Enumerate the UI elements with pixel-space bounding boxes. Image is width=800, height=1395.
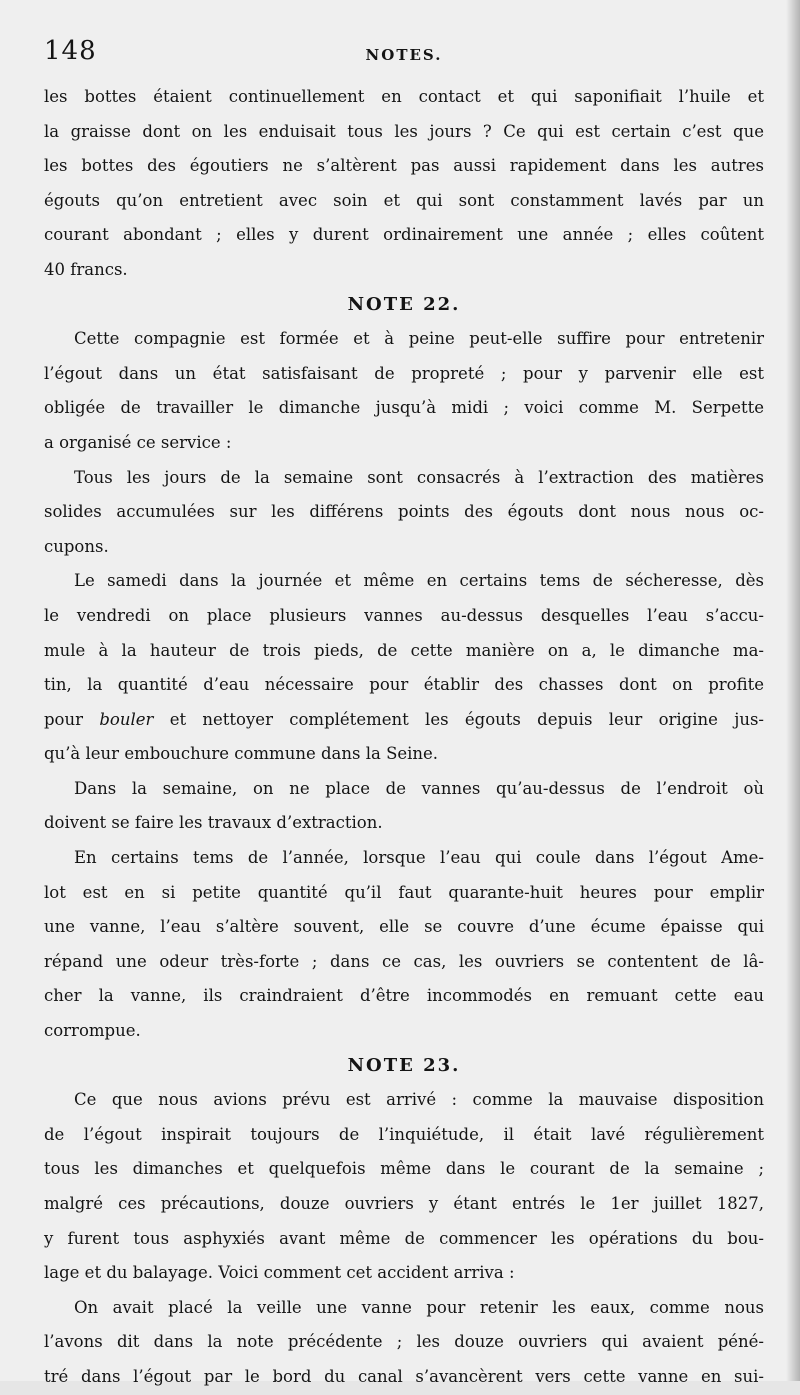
text-line: les bottes des égoutiers ne s’altèrent pas aussi rapidement dans les autres <box>44 156 764 176</box>
text-line: corrompue. <box>44 1021 141 1041</box>
note23-paragraph-1 <box>44 1083 764 1291</box>
text-line: Tous les jours de la semaine sont consacrés à l’extraction des matières <box>74 467 764 487</box>
text-line-with-italic <box>44 703 764 738</box>
note22-paragraph-2 <box>44 461 764 565</box>
text-line: cupons. <box>44 536 109 556</box>
text-line: l’avons dit dans la note précédente ; les douze ouvriers qui avaient péné- <box>44 1332 764 1352</box>
text-line: malgré ces précautions, douze ouvriers y étant entrés le 1er juillet 1827, <box>44 1194 764 1213</box>
text-line: En certains tems de l’année, lorsque l’eau qui coule dans l’égout Ame- <box>74 848 764 868</box>
note22-paragraph-4 <box>44 772 764 841</box>
text-line: Dans la semaine, on ne place de vannes qu’au-dessus de l’endroit où <box>74 778 764 798</box>
text-line: a organisé ce service : <box>44 432 232 452</box>
note-22-heading: NOTE 22. <box>347 293 461 315</box>
text-line: le vendredi on place plusieurs vannes au-dessus desquelles l’eau s’accu- <box>44 605 764 625</box>
text-fragment: et nettoyer complétement les égouts depuis leur origine jus- <box>153 709 764 729</box>
text-line: une vanne, l’eau s’altère souvent, elle se couvre d’une écume épaisse qui <box>44 917 764 937</box>
text-line: On avait placé la veille une vanne pour retenir les eaux, comme nous <box>74 1297 764 1317</box>
text-line: obligée de travailler le dimanche jusqu’à midi ; voici comme M. Serpette <box>44 398 764 418</box>
note23-paragraph-2 <box>44 1291 764 1395</box>
text-line: mule à la hauteur de trois pieds, de cette manière on a, le dimanche ma- <box>44 640 764 660</box>
text-line: 40 francs. <box>44 259 128 279</box>
text-line: tin, la quantité d’eau nécessaire pour établir des chasses dont on profite <box>44 675 764 695</box>
text-line: lot est en si petite quantité qu’il faut quarante-huit heures pour emplir <box>44 882 764 902</box>
text-line: tré dans l’égout par le bord du canal s’avancèrent vers cette vanne en sui- <box>44 1366 764 1386</box>
text-line: tous les dimanches et quelquefois même dans le courant de la semaine ; <box>44 1159 764 1179</box>
text-line: y furent tous asphyxiés avant même de commencer les opérations du bou- <box>44 1228 764 1248</box>
text-line: lage et du balayage. Voici comment cet accident arriva : <box>44 1263 515 1283</box>
running-head <box>44 36 764 80</box>
body-text <box>44 80 764 1395</box>
note-23-heading: NOTE 23. <box>347 1054 461 1076</box>
text-line: solides accumulées sur les différens points des égouts dont nous nous oc- <box>44 502 764 522</box>
text-line: doivent se faire les travaux d’extraction. <box>44 813 383 833</box>
note22-paragraph-5 <box>44 841 764 1049</box>
text-line: l’égout dans un état satisfaisant de propreté ; pour y parvenir elle est <box>44 363 764 383</box>
page-number: 148 <box>44 36 97 66</box>
page-edge-shadow <box>786 0 800 1381</box>
text-fragment: pour <box>44 709 100 729</box>
note22-paragraph-3 <box>44 564 764 772</box>
text-line: courant abondant ; elles y durent ordinairement une année ; elles coûtent <box>44 225 764 245</box>
italic-word: bouler <box>99 709 154 729</box>
text-line: qu’à leur embouchure commune dans la Seine. <box>44 744 439 764</box>
running-title: NOTES. <box>365 46 443 64</box>
text-line: égouts qu’on entretient avec soin et qui sont constamment lavés par un <box>44 190 764 210</box>
text-line: Ce que nous avions prévu est arrivé : comme la mauvaise disposition <box>74 1090 764 1110</box>
note21-paragraph <box>44 80 764 288</box>
text-line: la graisse dont on les enduisait tous les jours ? Ce qui est certain c’est que <box>44 121 764 141</box>
text-line: cher la vanne, ils craindraient d’être incommodés en remuant cette eau <box>44 986 764 1006</box>
text-line: les bottes étaient continuellement en contact et qui saponifiait l’huile et <box>44 87 764 106</box>
note22-paragraph-1 <box>44 322 764 460</box>
text-line: Le samedi dans la journée et même en certains tems de sécheresse, dès <box>74 571 764 591</box>
text-line: répand une odeur très-forte ; dans ce cas, les ouvriers se contentent de lâ- <box>44 951 764 971</box>
text-line: de l’égout inspirait toujours de l’inquiétude, il était lavé régulièrement <box>44 1124 764 1144</box>
text-line: Cette compagnie est formée et à peine peut-elle suffire pour entretenir <box>74 329 764 349</box>
